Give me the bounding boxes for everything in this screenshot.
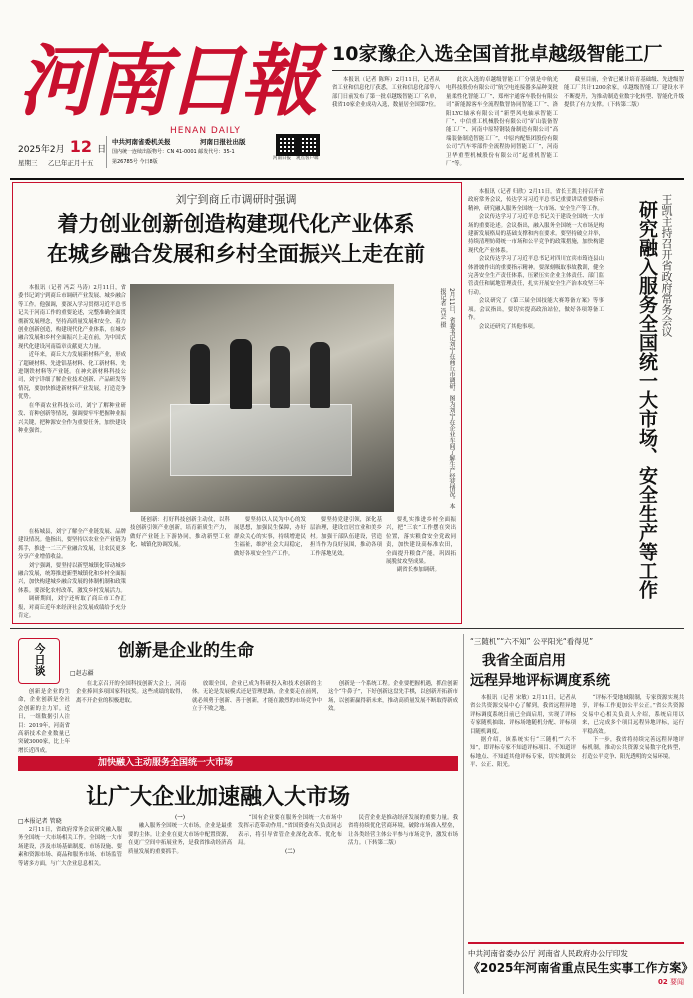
right-bottom-col: “评标不受地域限制，专家资源实现共享，评标工作更加公平公正。”省公共资源交易中心相关负责人介绍，系统启用以来，已完成多个项目远程异地评标，运行平稳高效。 下一步，我省将持续完善远程异地评标机制，推动公共资源交易数字化转型，打造公平竞争、阳光透明的交易环境。 <box>582 695 684 760</box>
lead-story-col: 在柘城县，刘宁了解全产业链发展、品牌建设情况。他指出，要坚持以农业全产业链为抓手，推进一二三产业融合发展，让农民更多分享产业增值收益。 刘宁强调，要坚持以新型城镇化带动城乡融合发展，统筹推进新型城镇化和乡村全面振兴，加快构建城乡融合发展的体制机制和政策体系。要深化农村改革，激发乡村发展活力。 调研期间，刘宁还听取了商丘市工作汇报，对商丘近年来经济社会发展成绩给予充分肯定。 <box>18 529 126 620</box>
bottom-story-col: 2月11日，省政府常务会议研究融入服务全国统一大市场相关工作。全国统一大市场建设，涉及市场基础制度、市场设施、要素和资源市场、商品和服务市场、市场监管等诸多方面，与广大企业息息相关。 <box>18 827 122 867</box>
lead-story-col: 要坚持以人民为中心的发展思想，加强民生保障，办好群众关心的实事，持续增进民生福祉，维护社会大局稳定，做好各项安全生产工作。 <box>234 517 306 557</box>
commentary-title: 创新是企业的生命 <box>118 641 254 661</box>
ad-line1: 中共河南省委办公厅 河南省人民政府办公厅印发 <box>468 949 628 958</box>
masthead-logo: 河南日報 <box>18 36 315 127</box>
qr-code[interactable] <box>276 134 298 156</box>
lead-story-col: 要扎实推进乡村全面振兴，把“三农”工作摆在突出位置，落实粮食安全党政同责，加快建设高标准农田，全面提升粮食产能，巩固拓展脱贫攻坚成果。 副省长参加调研。 <box>386 517 456 574</box>
lead-story-photo <box>130 284 394 512</box>
publisher: 中共河南省委机关报 <box>112 138 171 146</box>
lead-story-title: 在城乡融合发展和乡村全面振兴上走在前 <box>47 242 425 266</box>
publication-numbers: 国内统一连续出版物号：CN 41-0001 邮发代号：35-1 <box>112 149 235 155</box>
top-story-col: 本报讯（记者 陈辉）2月11日，记者从省工业和信息化厅获悉，工业和信息化部等八部门日前发布了第一批卓越级智能工厂名单，我省10家企业成功入选，数量居全国第7位。 <box>332 77 440 109</box>
qr-label: 河南日报 <box>273 156 291 161</box>
date-weekday: 星期三 <box>18 159 38 167</box>
bottom-story-col: （一） 融入服务全国统一大市场，企业是最重要的主体。让企业在更大市场中配置资源，在更广空间中拓展业务，是我省推动经济高质量发展的重要抓手。 <box>128 815 232 855</box>
right-story-subtitle: 王凯主持召开省政府常务会议 <box>660 194 673 337</box>
lead-photo-caption: 2月11日，省委书记刘宁在商丘市调研。图为刘宁在企业车间了解生产经营情况。本报记者 冯芸 摄 <box>439 288 455 510</box>
top-story-title: 10家豫企入选全国首批卓越级智能工厂 <box>332 43 663 65</box>
masthead-pinyin: HENAN DAILY <box>170 126 241 136</box>
right-bottom-kicker: “三随机”“六不知” 公平阳光“看得见” <box>470 637 594 646</box>
page-ref-label: 要闻 <box>670 978 684 986</box>
page-ref-number: 02 <box>658 978 668 986</box>
commentary-tag <box>18 638 60 684</box>
right-bottom-title: 远程异地评标调度系统 <box>470 673 610 689</box>
ad-page-ref <box>468 977 684 987</box>
commentary-col: 在北京召开的全国科技创新大会上，河南企业捧回多项国家科技奖。这些成绩的取得，离不开企业的积极进取。 <box>76 681 186 704</box>
lead-story-title: 着力创业创新创造构建现代化产业体系 <box>57 212 415 236</box>
date-lunar: 乙巳年正月十五 <box>48 159 94 167</box>
bottom-story-col: 民营企业是推动经济发展的重要力量。我省将持续优化营商环境，破除市场准入壁垒，让各类经营主体公平参与市场竞争，激发市场活力。（下转第二版） <box>348 815 458 847</box>
issue-number: 第26785号 今日8版 <box>112 159 158 165</box>
publisher-site: 河南日报社出版 <box>200 138 246 146</box>
top-story-col: 此次入选的卓越级智能工厂分别是中航光电科技股份有限公司“航空电连接器多品种变批量柔性化智能工厂”、郑州宇通客车股份有限公司“新能源客车全流程数智协同智能工厂”、洛阳LYC轴承有限公司“新型风电轴承智能工厂”、中信重工机械股份有限公司“矿山装备智能工厂”、河南中原特钢装备制造有限公司“高端装备制造智能工厂”，中原内配集团股份有限公司“汽车零部件全流程协同智能工厂”，河南卫华重型机械股份有限公司“起重机智能工厂”等。 <box>446 77 558 168</box>
right-story-col: 本报讯（记者 归欣）2月11日，省长王凯主持召开省政府常务会议，传达学习习近平总书记重要讲话重要指示精神，研究融入服务全国统一大市场、安全生产等工作。 会议传达学习了习近平总书记关于建设全国统一大市场的重要论述。会议指出，融入服务全国统一大市场是构建新发展格局的基础支撑和内在要求。要坚持破立并举，持续清理妨碍统一市场和公平竞争的政策措施，加快构建现代化产业体系。 会议传达学习了习近平总书记对四川宜宾市筠连县山体滑坡作出的重要指示精神。要深刻吸取事故教训，健全完善安全生产责任体系，压紧压实企业主体责任、部门监管责任和属地管理责任，扎实开展安全生产治本攻坚三年行动。 会议研究了《第三届全国技能大赛筹备方案》等事项。会议指出，要切实提高政治站位，做好各项筹备工作。 会议还研究了其他事项。 <box>468 189 605 330</box>
right-story-title: 研究融入服务全国统一大市场、安全生产等工作 <box>636 200 658 599</box>
bottom-story-title: 让广大企业加速融入大市场 <box>86 785 351 810</box>
section-marker: （二） <box>281 848 299 855</box>
lead-story-col: 本报讯（记者 冯芸 马涛）2月11日，省委书记刘宁到商丘市调研产业发展、城乡融合等工作。他强调，要深入学习贯彻习近平总书记关于河南工作的重要论述，完整准确全面贯彻新发展理念，坚持高质量发展和安全、着力创业创新创造，构建现代化产业体系，在城乡融合发展和乡村全面振兴上走在前，为中国式现代化建设河南篇章贡献更大力量。 近年来，商丘大力发展新材料产业，形成了超硬材料、先进铝基材料、化工新材料、先进钢铁材料等产业链。在神火新材料科技公司，刘宁详细了解企业技术创新、产品研发等情况，要加快推进新材料产业发展，打造竞争优势。 在华商农业科技公司，刘宁了解种业研发、育种创新等情况，强调要牢牢把握种业振兴关键，把种源安全作为重要任务，加快建设种业强省。 <box>18 285 126 434</box>
lead-story-kicker: 刘宁到商丘市调研时强调 <box>175 193 297 206</box>
bottom-banner-text: 加快融入主动服务全国统一大市场 <box>98 758 234 768</box>
date-unit: 日 <box>97 145 107 155</box>
commentary-col: 创新是企业的生命，企业创新是全社会创新的主力军。近日，一组数据引人注目：2019年，河南省高新技术企业数量已突破3000家，比上年增长近四成。 <box>18 689 70 754</box>
qr-code[interactable] <box>298 134 320 156</box>
commentary-col: 创新是一个系统工程。企业要把握机遇，抓住创新这个“牛鼻子”，下好创新这盘先手棋，以创新开拓新市场，以创新赢得新未来，推动高质量发展不断取得新成效。 <box>328 681 458 713</box>
date-day: 12 <box>69 137 92 156</box>
lead-story-col: 链创新：打好科技创新主动仗，以科技创新引领产业创新，培育新质生产力，做好产业链上下游协同，推动新型工业化、城镇化协调发展。 <box>130 517 230 549</box>
masthead-date <box>18 137 108 156</box>
top-story-col: 截至目前，全省已累计培育基础级、先进级智能工厂共计1200余家，卓越级智能工厂建设水平不断提升，为推动制造业数字化转型、智能化升级提供了有力支撑。（下转第二版） <box>564 77 684 109</box>
section-marker: （一） <box>171 815 189 821</box>
bottom-story-col: “国有企业要在服务全国统一大市场中发挥示范带动作用。”省国资委有关负责同志表示，将引导省管企业深化改革、优化布局。 （二） <box>238 815 342 855</box>
commentary-col: 放眼全国，企业已成为科研投入和技术创新的主体。无论是发展模式还是管理思路，企业要走在前列，就必须勇于创新、善于创新，才能在激烈的市场竞争中立于不败之地。 <box>192 681 322 713</box>
right-bottom-col: 本报讯（记者 宋敏）2月11日，记者从省公共资源交易中心了解到，我省远程异地评标调度系统日前已全面启用，实现了评标专家随机抽取、评标场地随机分配、评标项目随机调度。 据介绍，该系统实行“三随机”“六不知”，即评标专家不知道评标项目、不知道评标地点、不知道其他评标专家，切实做到公平、公正、阳光。 <box>470 695 576 769</box>
ad-line2: 《2025年河南省重点民生实事工作方案》 <box>468 961 693 975</box>
ad-box[interactable] <box>468 942 693 996</box>
qr-label: 观点客户端 <box>296 156 319 161</box>
commentary-author: □赵志疆 <box>70 670 94 677</box>
lead-story-col: 要坚持党建引领，深化基层治理，建设宜居宜业和美乡村。加强干部队伍建设，营造担当作为良好氛围，推动各项工作落地见效。 <box>310 517 382 557</box>
date-year: 2025年2月 <box>18 145 65 155</box>
commentary-tag-text: 今日谈 <box>33 643 46 676</box>
bottom-story-byline: □本报记者 管晓 <box>18 818 62 825</box>
right-bottom-title: 我省全面启用 <box>482 653 566 669</box>
bottom-banner <box>18 756 458 771</box>
